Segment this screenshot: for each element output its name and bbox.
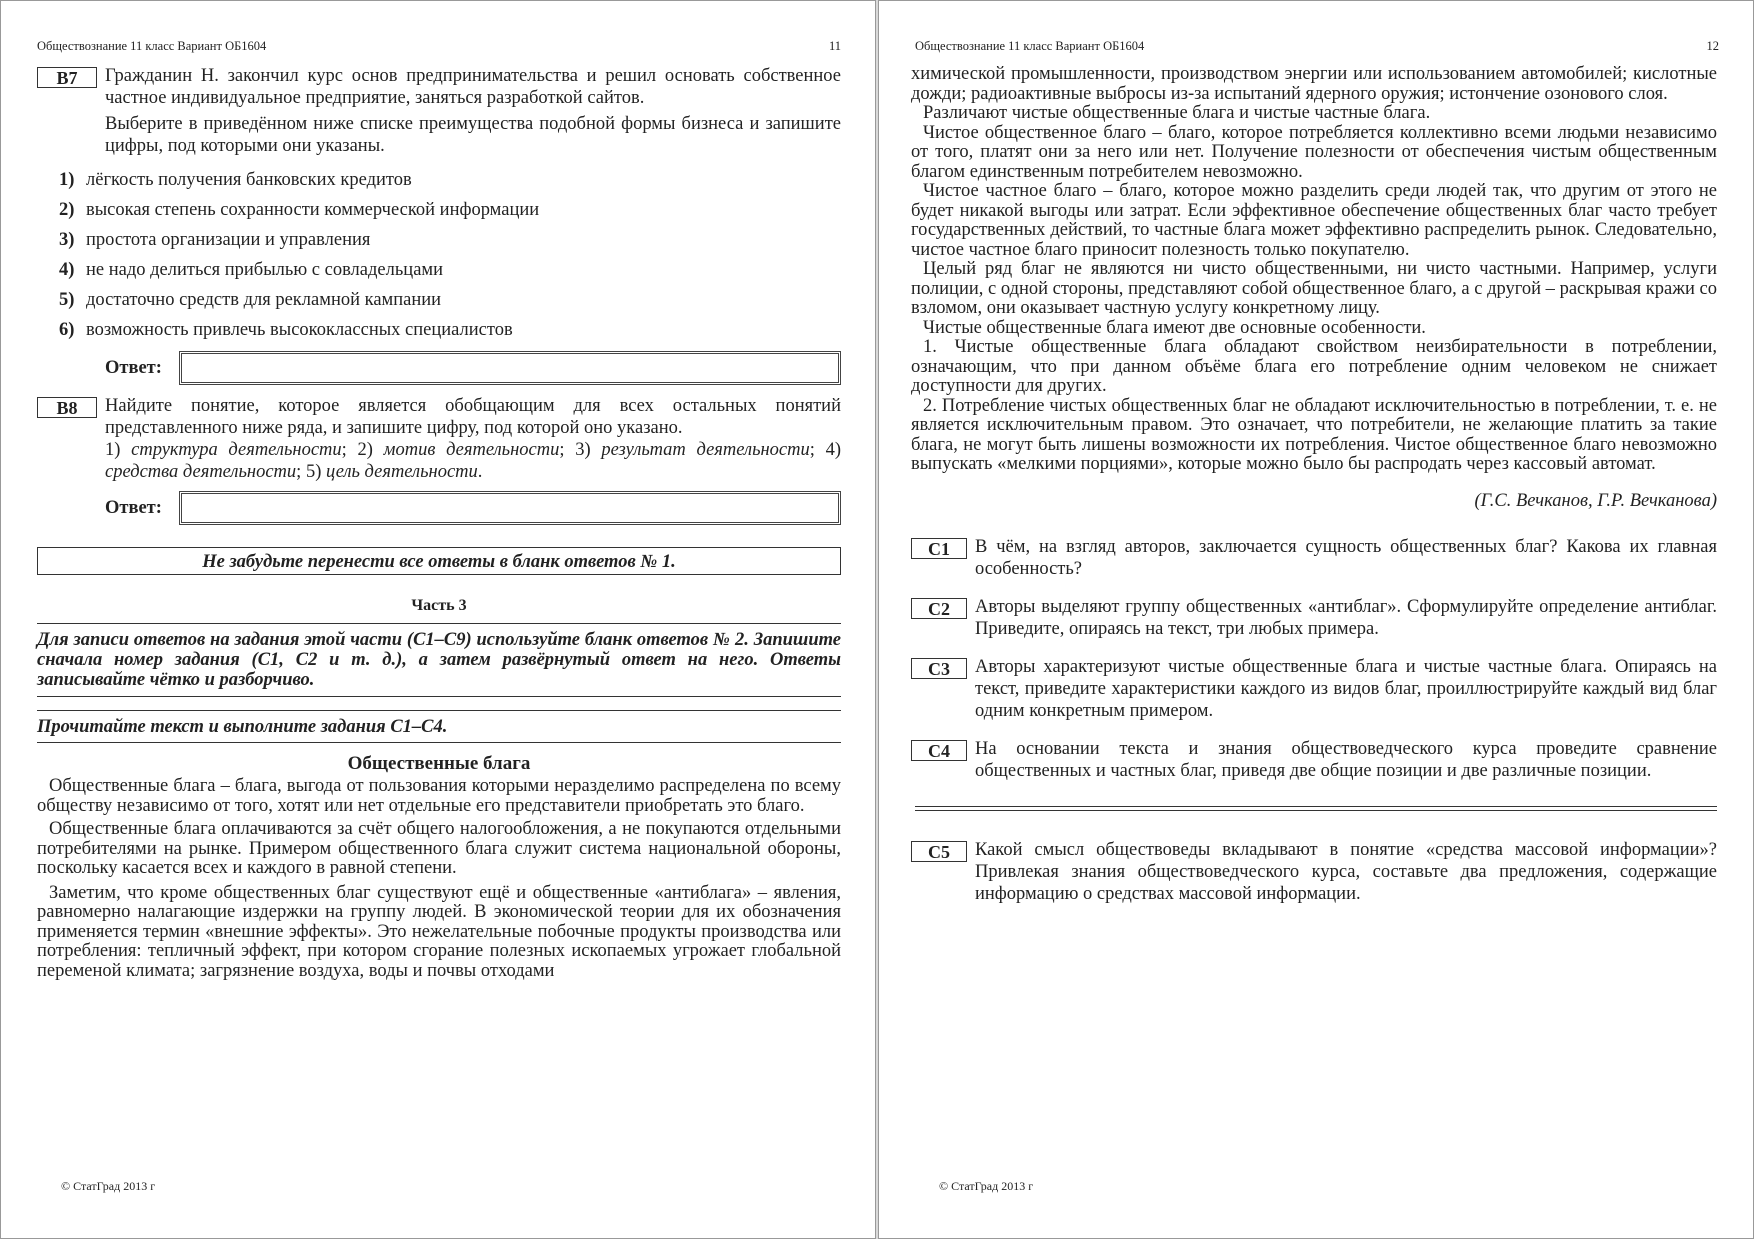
option-item: 2) высокая степень сохранности коммерческой информации <box>59 199 540 220</box>
paragraph: Чистое частное благо – благо, которое можно разделить среди людей так, что другим от этого не будет никакой выгоды или затрат. Если эффективное обеспечение общественных благ часто требует государственных действий, то частные блага может эффективно распределить рынок. Следовательно, чистое частное благо приносит полезность только покупателю. <box>911 181 1717 260</box>
option-item: 1) лёгкость получения банковских кредитов <box>59 169 412 190</box>
paragraph: 1. Чистые общественные блага обладают свойством неизбирательности в потреблении, означающим, что при данном объёме блага его потребление одним человеком не снижает доступности для других. <box>911 337 1717 396</box>
paragraph: Целый ряд благ не являются ни чисто общественными, ни чисто частными. Например, услуги полиции, с одной стороны, представляют собой общественное благо, а с другой – раскрывая кражи со взломом, они оказывает частную услугу конкретному лицу. <box>911 259 1717 318</box>
answer-input-b8[interactable] <box>179 491 841 525</box>
paragraph: Различают чистые общественные блага и чистые частные блага. <box>923 103 1431 123</box>
section-divider <box>915 806 1717 811</box>
task-text: Найдите понятие, которое является обобщающим для всех остальных понятий представленного ниже ряда, и запишите цифру, под которой оно указано. <box>105 396 841 438</box>
answer-label: Ответ: <box>105 497 162 518</box>
task-text: В чём, на взгляд авторов, заключается сущность общественных благ? Какова их главная особенность? <box>975 536 1717 579</box>
answer-options <box>59 165 841 345</box>
option-item: 6) возможность привлечь высококлассных специалистов <box>59 319 513 340</box>
option-item: 4) не надо делиться прибылью с совладельцами <box>59 259 444 280</box>
page-header <box>37 39 841 54</box>
transfer-notice: Не забудьте перенести все ответы в бланк ответов № 1. <box>37 547 841 575</box>
task-text: Авторы выделяют группу общественных «антиблаг». Сформулируйте определение антиблаг. Приведите, опираясь на текст, три любых примера. <box>975 596 1717 639</box>
header-title: Обществознание 11 класс Вариант ОБ1604 <box>915 39 1145 53</box>
page-header <box>915 39 1719 54</box>
page-footer: © СтатГрад 2013 г <box>61 1179 156 1193</box>
task-intro: Гражданин Н. закончил курс основ предпринимательства и решил основать собственное частное индивидуальное предприятие, заняться разработкой сайтов. <box>105 66 841 108</box>
task-question: Выберите в приведённом ниже списке преимущества подобной формы бизнеса и запишите цифры, под которыми они указаны. <box>105 114 841 156</box>
answer-input-b7[interactable] <box>179 351 841 385</box>
page-number: 11 <box>828 39 841 53</box>
header-title: Обществознание 11 класс Вариант ОБ1604 <box>37 39 267 53</box>
paragraph: Общественные блага – блага, выгода от пользования которыми неразделимо распределена по всему обществу независимо от того, хотят или нет отдельные его представители приобретать это благо. <box>37 776 841 816</box>
paragraph: химической промышленности, производством энергии или использованием автомобилей; кислотные дожди; радиоактивные выбросы из-за испытаний ядерного оружия; истончение озонового слоя. <box>911 64 1717 104</box>
task-c1 <box>911 536 1717 580</box>
paragraph: 2. Потребление чистых общественных благ не обладают исключительностью в потреблении, т. е. не является исключительным правом. Это означает, что потребители, не желающие платить за такие блага, не могут быть лишены возможности их потребления. Чистое общественное благо невозможно выпускать «мелкими порциями», которые можно было бы распродать через кассовый автомат. <box>911 395 1717 474</box>
part-instructions: Для записи ответов на задания этой части (С1–С9) используйте бланк ответов № 2. Запишите сначала номер задания (С1, С2 и т. д.), а затем развёрнутый ответ на него. Ответы записывайте чётко и разборчиво. <box>37 630 841 690</box>
task-text: На основании текста и знания обществоведческого курса проведите сравнение общественных и частных благ, приведя две общие позиции и две различные позиции. <box>975 738 1717 781</box>
paragraph: Заметим, что кроме общественных благ существуют ещё и общественные «антиблага» – явления, равномерно налагающие издержки на группу людей. В экономической теории для их обозначения применяется термин «внешние эффекты». Это нежелательные побочные продукты производства или потребления: тепличный эффект, при котором сгорание полезных ископаемых угрожает глобальной переменой климата; загрязнение воздуха, воды и почвы отходами <box>37 882 841 981</box>
page-number: 12 <box>1706 39 1719 53</box>
task-c3 <box>911 656 1717 722</box>
part-title: Часть 3 <box>411 597 467 614</box>
task-text: Авторы характеризуют чистые общественные блага и чистые частные блага. Опираясь на текст, приведите характеристики каждого из видов благ, проиллюстрируйте каждый вид благ одним конкретным примером. <box>975 656 1717 721</box>
task-tag: С3 <box>911 658 967 679</box>
paragraph: Общественные блага оплачиваются за счёт общего налогообложения, а не покупаются отдельными потребителями на рынке. Примером общественного блага служит система национальной обороны, поскольку касается всех и каждого в равной степени. <box>37 819 841 878</box>
paragraph: Чистое общественное благо – благо, которое потребляется коллективно всеми людьми независимо от того, платят они за него или нет. Получение полезности от обеспечения чистым общественным благом единственным потребителем невозможно. <box>911 122 1717 182</box>
task-tag: В8 <box>37 397 97 418</box>
task-b8 <box>37 395 841 483</box>
task-tag: С4 <box>911 740 967 761</box>
page-11 <box>0 0 876 1239</box>
task-tag: В7 <box>37 67 97 88</box>
answer-row-b7 <box>105 351 841 385</box>
answer-label: Ответ: <box>105 357 162 378</box>
answer-row-b8 <box>105 491 841 525</box>
task-c4 <box>911 738 1717 782</box>
paragraph: Чистые общественные блага имеют две основные особенности. <box>923 317 1426 338</box>
text-title: Общественные блага <box>347 753 531 774</box>
page-footer: © СтатГрад 2013 г <box>939 1179 1034 1193</box>
read-instruction: Прочитайте текст и выполните задания С1–С4. <box>37 717 448 737</box>
option-item: 3) простота организации и управления <box>59 229 371 250</box>
task-tag: С1 <box>911 538 967 559</box>
concept-list: 1) структура деятельности; 2) мотив деятельности; 3) результат деятельности; 4) средства деятельности; 5) цель деятельности. <box>105 440 842 482</box>
task-c5 <box>911 839 1717 905</box>
task-text: Какой смысл обществоведы вкладывают в понятие «средства массовой информации»? Привлекая знания обществоведческого курса, составьте два предложения, содержащие информацию о средствах массовой информации. <box>975 839 1717 904</box>
attribution: (Г.С. Вечканов, Г.Р. Вечканова) <box>1474 490 1717 511</box>
page-12 <box>878 0 1754 1239</box>
task-b7 <box>37 65 841 157</box>
task-c2 <box>911 596 1717 640</box>
task-tag: С5 <box>911 841 967 862</box>
option-item: 5) достаточно средств для рекламной кампании <box>59 289 442 310</box>
task-tag: С2 <box>911 598 967 619</box>
